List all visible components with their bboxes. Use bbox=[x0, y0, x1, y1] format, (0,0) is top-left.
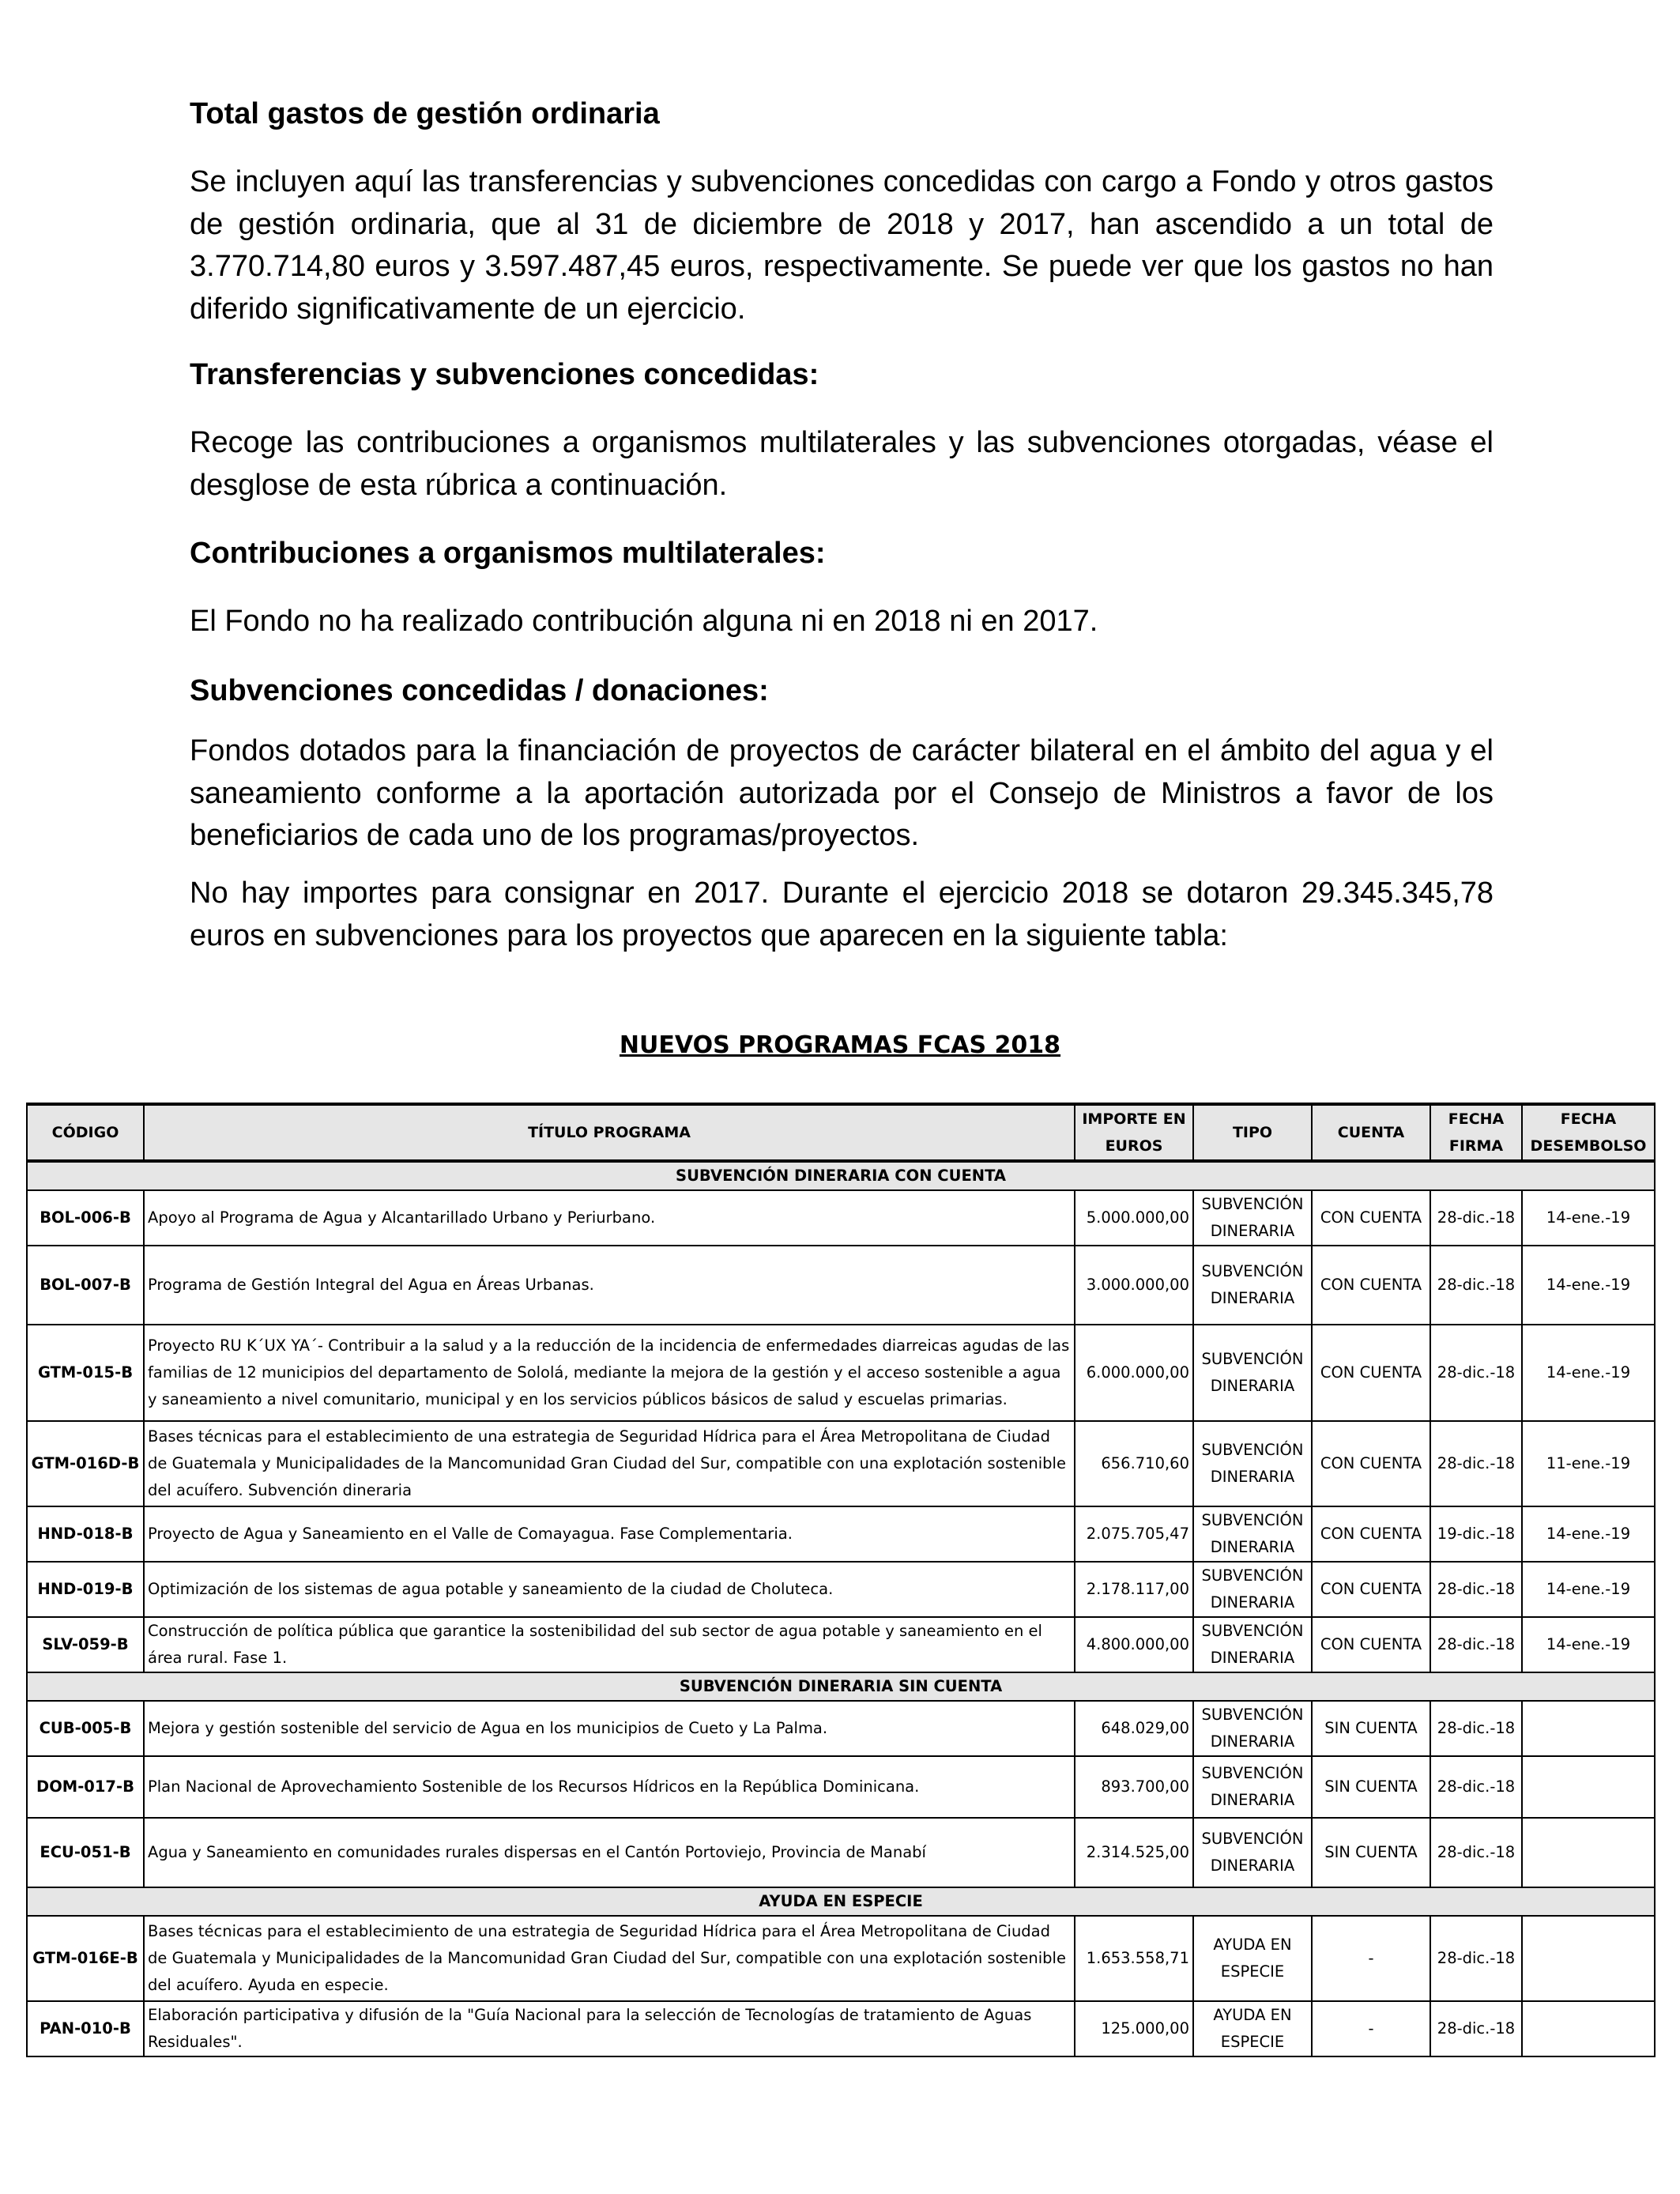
cell-title: Mejora y gestión sostenible del servicio de Agua en los municipios de Cueto y La Palma. bbox=[144, 1701, 1075, 1756]
intro-section bbox=[190, 93, 1494, 134]
cell-sign-date: 28-dic.-18 bbox=[1430, 1756, 1522, 1818]
table-row bbox=[27, 1916, 1655, 2001]
cell-amount: 6.000.000,00 bbox=[1075, 1325, 1193, 1421]
cell-amount: 656.710,60 bbox=[1075, 1421, 1193, 1506]
cell-title: Programa de Gestión Integral del Agua en Áreas Urbanas. bbox=[144, 1246, 1075, 1325]
cell-disbursement-date bbox=[1522, 1756, 1655, 1818]
col-header-tipo: TIPO bbox=[1193, 1104, 1312, 1161]
cell-amount: 3.000.000,00 bbox=[1075, 1246, 1193, 1325]
cell-code: GTM-016D-B bbox=[27, 1421, 144, 1506]
cell-sign-date: 28-dic.-18 bbox=[1430, 1562, 1522, 1617]
cell-type: SUBVENCIÓN DINERARIA bbox=[1193, 1506, 1312, 1562]
heading-transferencias: Transferencias y subvenciones concedidas: bbox=[190, 358, 819, 391]
table-row bbox=[27, 1818, 1655, 1887]
cell-amount: 125.000,00 bbox=[1075, 2001, 1193, 2056]
col-header-titulo: TÍTULO PROGRAMA bbox=[144, 1104, 1075, 1161]
table-row bbox=[27, 1562, 1655, 1617]
cell-account: CON CUENTA bbox=[1312, 1506, 1430, 1562]
cell-amount: 2.075.705,47 bbox=[1075, 1506, 1193, 1562]
cell-type: SUBVENCIÓN DINERARIA bbox=[1193, 1190, 1312, 1246]
paragraph-contribuciones: El Fondo no ha realizado contribución alguna ni en 2018 ni en 2017. bbox=[190, 605, 1098, 638]
cell-type: SUBVENCIÓN DINERARIA bbox=[1193, 1756, 1312, 1818]
cell-code: ECU-051-B bbox=[27, 1818, 144, 1887]
cell-sign-date: 28-dic.-18 bbox=[1430, 1190, 1522, 1246]
section-header-row bbox=[27, 1887, 1655, 1916]
section-header-row bbox=[27, 1161, 1655, 1190]
table-header-row bbox=[27, 1104, 1655, 1161]
cell-disbursement-date bbox=[1522, 2001, 1655, 2056]
cell-code: BOL-007-B bbox=[27, 1246, 144, 1325]
cell-amount: 5.000.000,00 bbox=[1075, 1190, 1193, 1246]
cell-sign-date: 28-dic.-18 bbox=[1430, 1701, 1522, 1756]
cell-title: Agua y Saneamiento en comunidades rurales dispersas en el Cantón Portoviejo, Provincia de Manabí bbox=[144, 1818, 1075, 1887]
cell-sign-date: 28-dic.-18 bbox=[1430, 2001, 1522, 2056]
cell-sign-date: 28-dic.-18 bbox=[1430, 1818, 1522, 1887]
cell-disbursement-date: 14-ene.-19 bbox=[1522, 1246, 1655, 1325]
para-block-1 bbox=[190, 161, 1494, 330]
table-row bbox=[27, 1325, 1655, 1421]
heading-block-4 bbox=[190, 670, 1494, 711]
cell-account: SIN CUENTA bbox=[1312, 1756, 1430, 1818]
cell-account: CON CUENTA bbox=[1312, 1421, 1430, 1506]
paragraph-transferencias: Recoge las contribuciones a organismos multilaterales y las subvenciones otorgadas, véase el desglose de esta rúbrica a continuación. bbox=[190, 426, 1494, 502]
cell-title: Bases técnicas para el establecimiento de una estrategia de Seguridad Hídrica para el Área Metropolitana de Ciudad de Guatemala y Municipalidades de la Mancomunidad Gran Ciudad del Sur, compatible con una explotación sostenible del acuífero. Subvención dineraria bbox=[144, 1421, 1075, 1506]
col-header-codigo: CÓDIGO bbox=[27, 1104, 144, 1161]
table-row bbox=[27, 1701, 1655, 1756]
cell-type: SUBVENCIÓN DINERARIA bbox=[1193, 1818, 1312, 1887]
col-header-importe: IMPORTE EN EUROS bbox=[1075, 1104, 1193, 1161]
cell-code: GTM-015-B bbox=[27, 1325, 144, 1421]
cell-type: SUBVENCIÓN DINERARIA bbox=[1193, 1421, 1312, 1506]
cell-sign-date: 28-dic.-18 bbox=[1430, 1325, 1522, 1421]
heading-total-gastos: Total gastos de gestión ordinaria bbox=[190, 97, 660, 130]
table-row bbox=[27, 1246, 1655, 1325]
heading-subvenciones: Subvenciones concedidas / donaciones: bbox=[190, 674, 769, 707]
cell-code: PAN-010-B bbox=[27, 2001, 144, 2056]
cell-disbursement-date bbox=[1522, 1818, 1655, 1887]
cell-type: SUBVENCIÓN DINERARIA bbox=[1193, 1701, 1312, 1756]
cell-sign-date: 28-dic.-18 bbox=[1430, 1916, 1522, 2001]
table-body bbox=[27, 1161, 1655, 2056]
cell-type: SUBVENCIÓN DINERARIA bbox=[1193, 1617, 1312, 1672]
cell-sign-date: 28-dic.-18 bbox=[1430, 1617, 1522, 1672]
cell-type: AYUDA EN ESPECIE bbox=[1193, 2001, 1312, 2056]
section-label: SUBVENCIÓN DINERARIA CON CUENTA bbox=[27, 1161, 1655, 1190]
cell-account: - bbox=[1312, 1916, 1430, 2001]
cell-type: AYUDA EN ESPECIE bbox=[1193, 1916, 1312, 2001]
section-header-row bbox=[27, 1672, 1655, 1701]
cell-account: CON CUENTA bbox=[1312, 1562, 1430, 1617]
cell-type: SUBVENCIÓN DINERARIA bbox=[1193, 1562, 1312, 1617]
cell-title: Construcción de política pública que garantice la sostenibilidad del sub sector de agua potable y saneamiento en el área rural. Fase 1. bbox=[144, 1617, 1075, 1672]
table-row bbox=[27, 1421, 1655, 1506]
cell-code: BOL-006-B bbox=[27, 1190, 144, 1246]
cell-amount: 893.700,00 bbox=[1075, 1756, 1193, 1818]
cell-amount: 2.314.525,00 bbox=[1075, 1818, 1193, 1887]
col-header-cuenta: CUENTA bbox=[1312, 1104, 1430, 1161]
cell-code: HND-018-B bbox=[27, 1506, 144, 1562]
cell-sign-date: 28-dic.-18 bbox=[1430, 1421, 1522, 1506]
cell-disbursement-date: 14-ene.-19 bbox=[1522, 1325, 1655, 1421]
section-label: AYUDA EN ESPECIE bbox=[27, 1887, 1655, 1916]
cell-amount: 1.653.558,71 bbox=[1075, 1916, 1193, 2001]
table-row bbox=[27, 2001, 1655, 2056]
cell-sign-date: 19-dic.-18 bbox=[1430, 1506, 1522, 1562]
cell-account: CON CUENTA bbox=[1312, 1325, 1430, 1421]
cell-code: DOM-017-B bbox=[27, 1756, 144, 1818]
cell-account: CON CUENTA bbox=[1312, 1190, 1430, 1246]
table-title: NUEVOS PROGRAMAS FCAS 2018 bbox=[619, 1031, 1061, 1059]
table-row bbox=[27, 1506, 1655, 1562]
heading-contribuciones: Contribuciones a organismos multilaterales: bbox=[190, 537, 826, 570]
col-header-fecha-firma: FECHA FIRMA bbox=[1430, 1104, 1522, 1161]
cell-account: SIN CUENTA bbox=[1312, 1818, 1430, 1887]
cell-type: SUBVENCIÓN DINERARIA bbox=[1193, 1246, 1312, 1325]
cell-code: CUB-005-B bbox=[27, 1701, 144, 1756]
heading-block-3 bbox=[190, 533, 1494, 574]
cell-disbursement-date: 14-ene.-19 bbox=[1522, 1190, 1655, 1246]
cell-title: Apoyo al Programa de Agua y Alcantarillado Urbano y Periurbano. bbox=[144, 1190, 1075, 1246]
para-block-5 bbox=[190, 873, 1494, 957]
table-row bbox=[27, 1756, 1655, 1818]
heading-block-2 bbox=[190, 354, 1494, 395]
cell-title: Elaboración participativa y difusión de la "Guía Nacional para la selección de Tecnologías de tratamiento de Aguas Residuales". bbox=[144, 2001, 1075, 2056]
cell-account: CON CUENTA bbox=[1312, 1617, 1430, 1672]
cell-title: Plan Nacional de Aprovechamiento Sostenible de los Recursos Hídricos en la República Dominicana. bbox=[144, 1756, 1075, 1818]
cell-disbursement-date bbox=[1522, 1701, 1655, 1756]
cell-disbursement-date bbox=[1522, 1916, 1655, 2001]
table-row bbox=[27, 1190, 1655, 1246]
paragraph-fondos: Fondos dotados para la financiación de proyectos de carácter bilateral en el ámbito del agua y el saneamiento conforme a la aportación autorizada por el Consejo de Ministros a favor de los beneficiarios de cada uno de los programas/proyectos. bbox=[190, 734, 1494, 852]
cell-code: SLV-059-B bbox=[27, 1617, 144, 1672]
cell-sign-date: 28-dic.-18 bbox=[1430, 1246, 1522, 1325]
paragraph-total-gastos: Se incluyen aquí las transferencias y subvenciones concedidas con cargo a Fondo y otros gastos de gestión ordinaria, que al 31 de diciembre de 2018 y 2017, han ascendido a un total de 3.770.714,80 euros y 3.597.487,45 euros, respectivamente. Se puede ver que los gastos no han diferido significativamente de un ejercicio. bbox=[190, 165, 1494, 326]
cell-title: Bases técnicas para el establecimiento de una estrategia de Seguridad Hídrica para el Área Metropolitana de Ciudad de Guatemala y Municipalidades de la Mancomunidad Gran Ciudad del Sur, compatible con una explotación sostenible del acuífero. Ayuda en especie. bbox=[144, 1916, 1075, 2001]
cell-code: HND-019-B bbox=[27, 1562, 144, 1617]
cell-title: Proyecto de Agua y Saneamiento en el Valle de Comayagua. Fase Complementaria. bbox=[144, 1506, 1075, 1562]
cell-title: Proyecto RU K´UX YA´- Contribuir a la salud y a la reducción de la incidencia de enfermedades diarreicas agudas de las familias de 12 municipios del departamento de Sololá, mediante la mejora de la gestión y el acceso sostenible a agua y saneamiento a nivel comunitario, municipal y en los servicios públicos básicos de salud y escuelas primarias. bbox=[144, 1325, 1075, 1421]
para-block-4 bbox=[190, 730, 1494, 858]
section-label: SUBVENCIÓN DINERARIA SIN CUENTA bbox=[27, 1672, 1655, 1701]
cell-account: CON CUENTA bbox=[1312, 1246, 1430, 1325]
cell-title: Optimización de los sistemas de agua potable y saneamiento de la ciudad de Choluteca. bbox=[144, 1562, 1075, 1617]
cell-account: - bbox=[1312, 2001, 1430, 2056]
cell-amount: 2.178.117,00 bbox=[1075, 1562, 1193, 1617]
cell-amount: 648.029,00 bbox=[1075, 1701, 1193, 1756]
cell-disbursement-date: 14-ene.-19 bbox=[1522, 1562, 1655, 1617]
cell-code: GTM-016E-B bbox=[27, 1916, 144, 2001]
cell-account: SIN CUENTA bbox=[1312, 1701, 1430, 1756]
cell-amount: 4.800.000,00 bbox=[1075, 1617, 1193, 1672]
para-block-3 bbox=[190, 601, 1494, 643]
cell-disbursement-date: 11-ene.-19 bbox=[1522, 1421, 1655, 1506]
cell-disbursement-date: 14-ene.-19 bbox=[1522, 1617, 1655, 1672]
cell-type: SUBVENCIÓN DINERARIA bbox=[1193, 1325, 1312, 1421]
paragraph-importes: No hay importes para consignar en 2017. Durante el ejercicio 2018 se dotaron 29.345.345,78 euros en subvenciones para los proyectos que aparecen en la siguiente tabla: bbox=[190, 876, 1494, 952]
cell-disbursement-date: 14-ene.-19 bbox=[1522, 1506, 1655, 1562]
col-header-fecha-desembolso: FECHA DESEMBOLSO bbox=[1522, 1104, 1655, 1161]
para-block-2 bbox=[190, 422, 1494, 507]
table-row bbox=[27, 1617, 1655, 1672]
programs-table bbox=[26, 1103, 1656, 2057]
